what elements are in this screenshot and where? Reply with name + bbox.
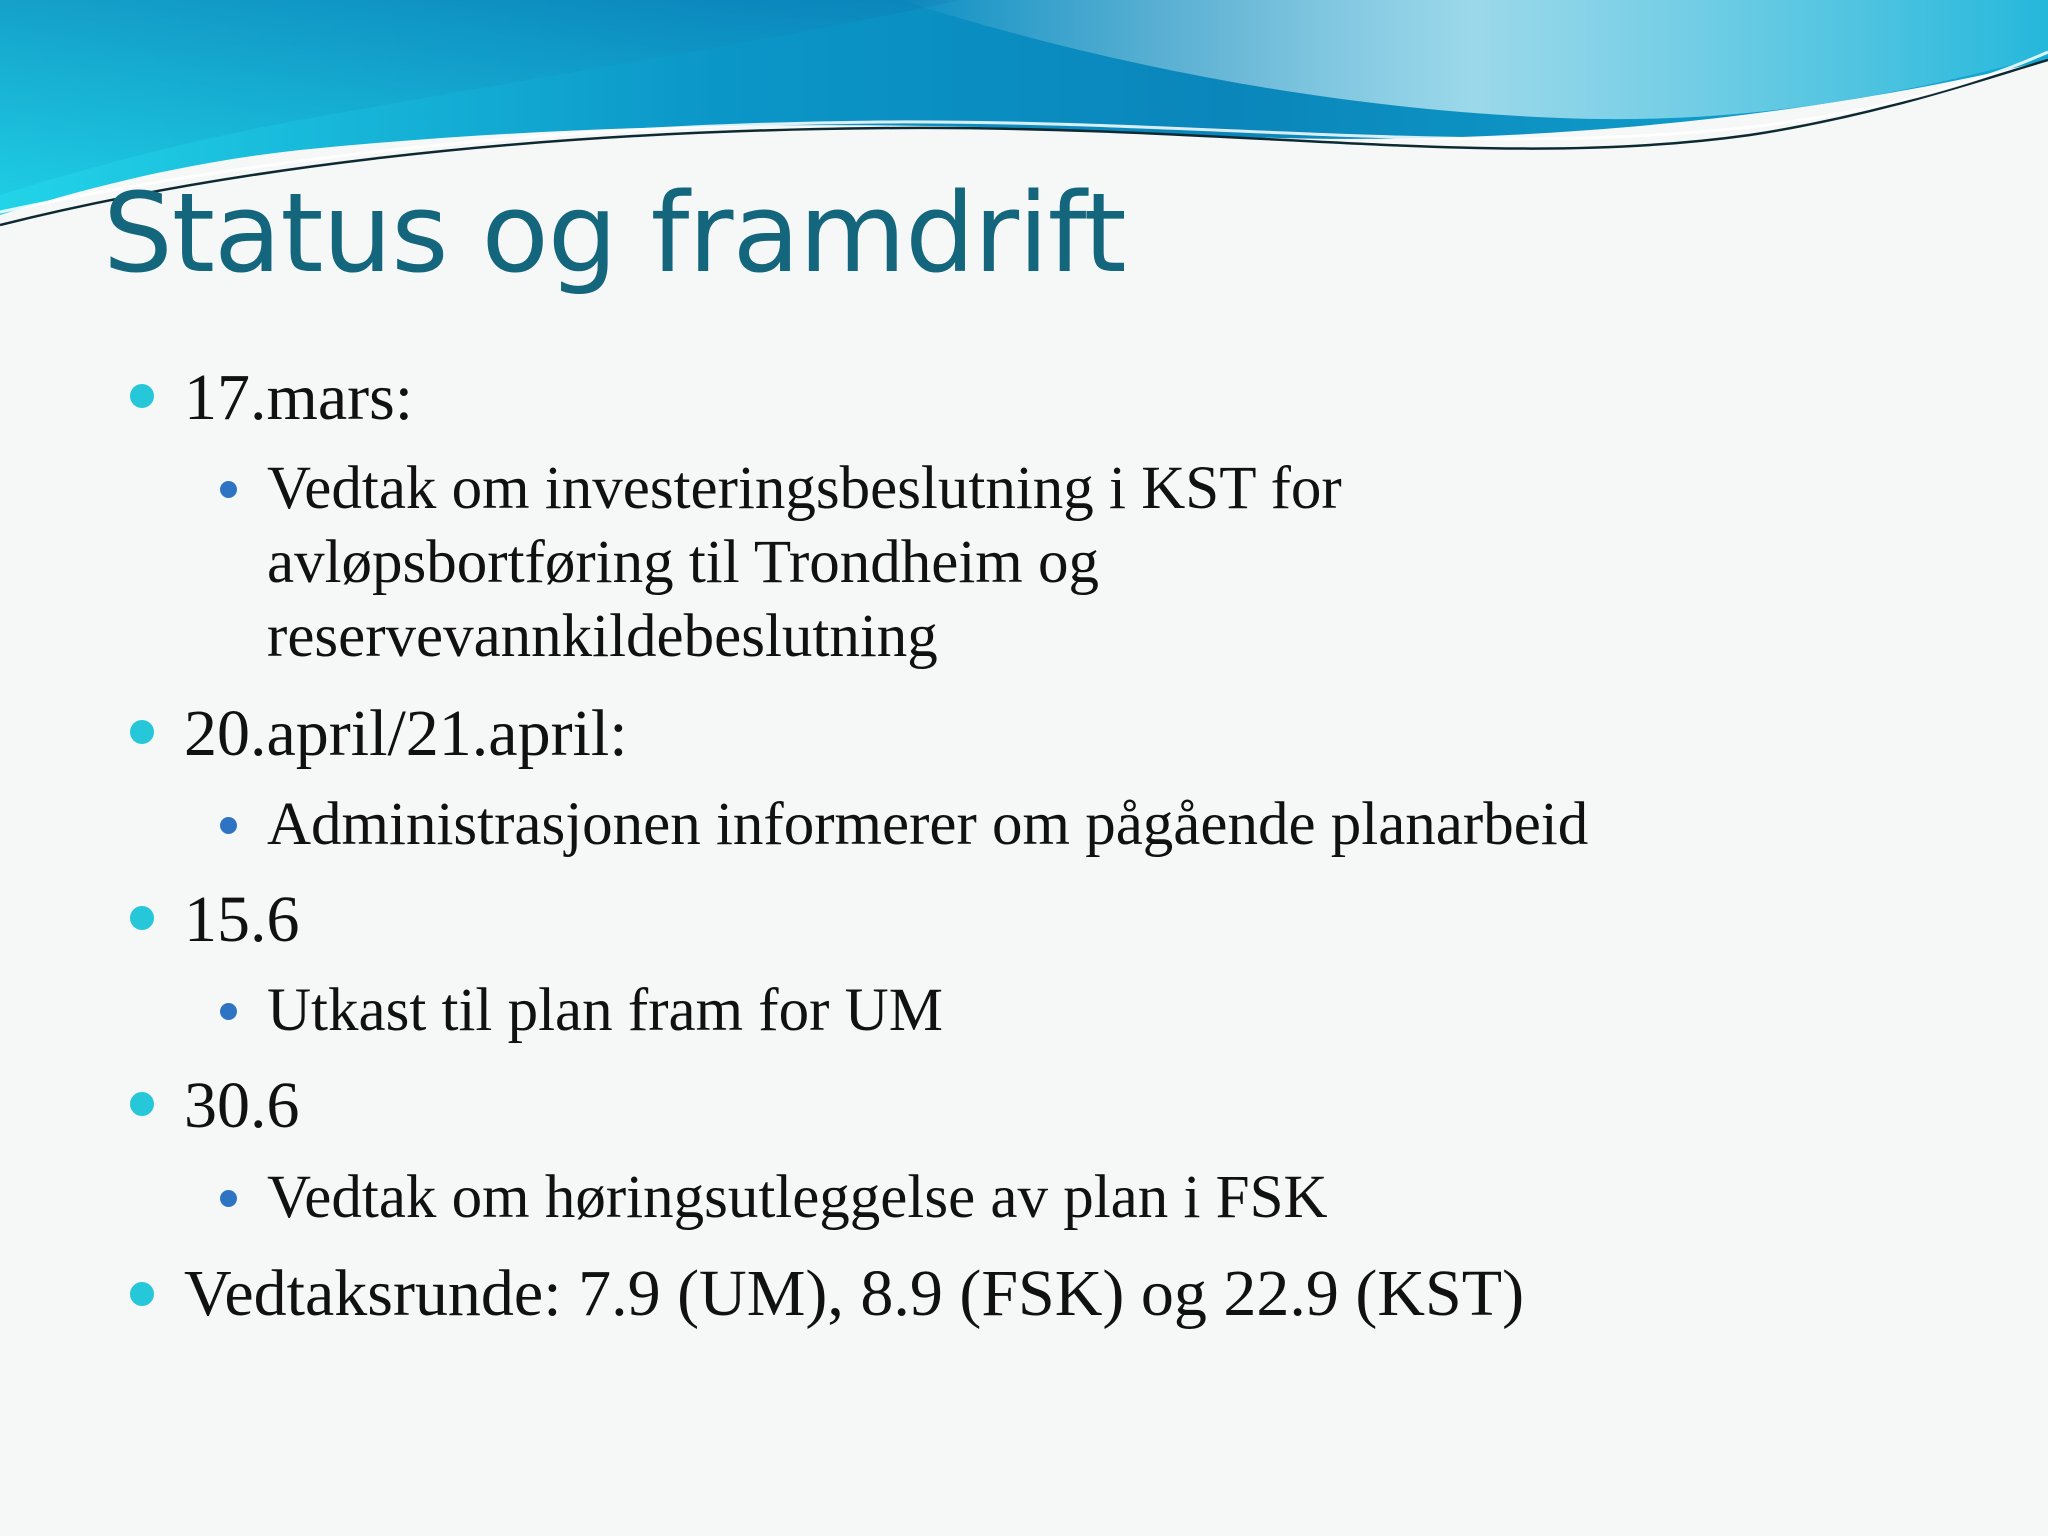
sub-item-label: Utkast til plan fram for UM bbox=[267, 977, 943, 1044]
bullet-dot-icon bbox=[130, 1282, 154, 1306]
sub-item-label: reservevannkildebeslutning bbox=[267, 603, 938, 670]
bullet-dot-icon bbox=[130, 1092, 154, 1116]
sub-bullet-dot-icon bbox=[220, 1190, 237, 1207]
list-item-label: Vedtaksrunde: 7.9 (UM), 8.9 (FSK) og 22.9 (KST) bbox=[184, 1257, 1525, 1330]
sub-item-label: Vedtak om investeringsbeslutning i KST for bbox=[267, 455, 1342, 522]
list-item-label: 30.6 bbox=[184, 1069, 300, 1142]
list-item-label: 17.mars: bbox=[184, 361, 414, 434]
page-title: Status og framdrift bbox=[103, 169, 1126, 297]
sub-item-label: avløpsbortføring til Trondheim og bbox=[267, 529, 1099, 596]
sub-bullet-dot-icon bbox=[220, 1003, 237, 1020]
sub-item-label: Vedtak om høringsutleggelse av plan i FSK bbox=[267, 1164, 1328, 1231]
sub-bullet-dot-icon bbox=[220, 817, 237, 834]
sub-item-label: Administrasjonen informerer om pågående planarbeid bbox=[267, 791, 1589, 858]
bullet-dot-icon bbox=[130, 720, 154, 744]
bullet-dot-icon bbox=[130, 384, 154, 408]
sub-bullet-dot-icon bbox=[220, 481, 237, 498]
list-item-label: 15.6 bbox=[184, 883, 300, 956]
list-item-label: 20.april/21.april: bbox=[184, 697, 628, 770]
bullet-dot-icon bbox=[130, 906, 154, 930]
